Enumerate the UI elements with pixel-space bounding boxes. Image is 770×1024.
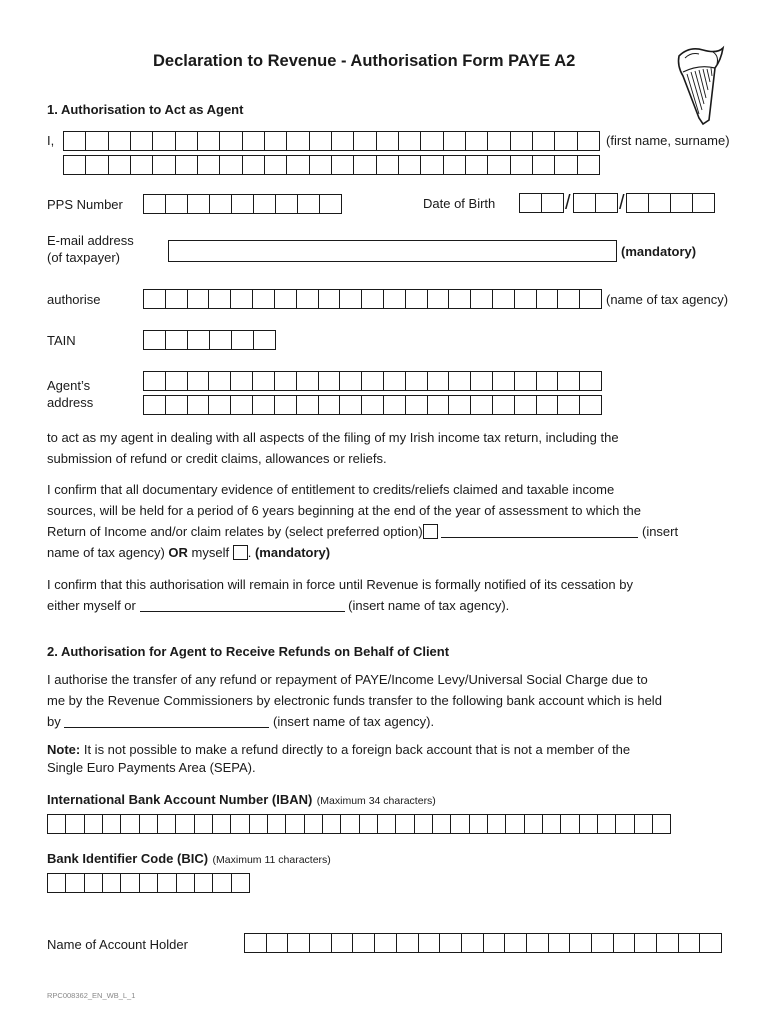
account-holder-boxes[interactable] bbox=[244, 933, 722, 953]
dob-label: Date of Birth bbox=[423, 196, 496, 211]
bic-label: Bank Identifier Code (BIC) (Maximum 11 characters) bbox=[47, 851, 331, 866]
iban-boxes[interactable] bbox=[47, 814, 671, 834]
email-mandatory: (mandatory) bbox=[621, 244, 697, 259]
section-2-heading: 2. Authorisation for Agent to Receive Refunds on Behalf of Client bbox=[47, 644, 450, 659]
i-label: I, bbox=[47, 133, 55, 148]
validity-paragraph: I confirm that this authorisation will remain in force until Revenue is formally notified of its cessation by either myself or (insert name of tax agency). bbox=[47, 577, 633, 613]
email-label-sub: (of taxpayer) bbox=[47, 250, 120, 265]
dob-month-boxes[interactable] bbox=[573, 193, 618, 213]
evidence-paragraph: I confirm that all documentary evidence of entitlement to credits/reliefs claimed and taxable income sources, will be held for a period of 6 years beginning at the end of the year of assessment to which the Return of Income and/or claim relates by (select preferred option) (insert name of tax agency) OR myself . (mandatory) bbox=[47, 482, 679, 560]
myself-option-checkbox[interactable] bbox=[233, 545, 248, 560]
agency-option-checkbox[interactable] bbox=[423, 524, 438, 539]
email-input[interactable] bbox=[168, 240, 617, 262]
account-holder-label: Name of Account Holder bbox=[47, 937, 188, 952]
tax-agency-boxes[interactable] bbox=[143, 289, 602, 309]
iban-label: International Bank Account Number (IBAN) (Maximum 34 characters) bbox=[47, 792, 436, 807]
section-1-heading: 1. Authorisation to Act as Agent bbox=[47, 102, 244, 117]
surname-boxes[interactable] bbox=[63, 155, 600, 175]
dob-day-boxes[interactable] bbox=[519, 193, 564, 213]
authorise-label: authorise bbox=[47, 292, 101, 307]
form-title: Declaration to Revenue - Authorisation Form PAYE A2 bbox=[153, 52, 576, 70]
bic-boxes[interactable] bbox=[47, 873, 250, 893]
pps-label: PPS Number bbox=[47, 197, 123, 212]
harp-emblem-icon bbox=[669, 42, 731, 126]
agent-address-label: Agent’s bbox=[47, 378, 91, 393]
sepa-note: Note: It is not possible to make a refund directly to a foreign back account that is not a member of the Single Euro Payments Area (SEPA). bbox=[47, 742, 631, 775]
tain-label: TAIN bbox=[47, 333, 76, 348]
date-separator: / bbox=[619, 192, 625, 214]
agency-name-line[interactable] bbox=[140, 610, 345, 612]
email-label: E-mail address bbox=[47, 233, 134, 248]
dob-year-boxes[interactable] bbox=[626, 193, 715, 213]
agency-hint: (name of tax agency) bbox=[606, 292, 729, 307]
name-hint: (first name, surname) bbox=[606, 133, 730, 148]
agent-address-line-2-boxes[interactable] bbox=[143, 395, 602, 415]
form-reference-code: RPC008362_EN_WB_L_1 bbox=[47, 991, 136, 1000]
agency-name-line[interactable] bbox=[441, 536, 638, 538]
agent-address-label-sub: address bbox=[47, 395, 94, 410]
agent-address-line-1-boxes[interactable] bbox=[143, 371, 602, 391]
first-name-boxes[interactable] bbox=[63, 131, 600, 151]
agent-scope-paragraph: to act as my agent in dealing with all aspects of the filing of my Irish income tax return, including the submission of refund or credit claims, allowances or reliefs. bbox=[47, 430, 619, 466]
tain-boxes[interactable] bbox=[143, 330, 276, 350]
agency-name-line[interactable] bbox=[64, 726, 269, 728]
pps-number-boxes[interactable] bbox=[143, 194, 342, 214]
date-separator: / bbox=[565, 192, 571, 214]
refund-transfer-paragraph: I authorise the transfer of any refund or repayment of PAYE/Income Levy/Universal Social Charge due to me by the Revenue Commissioners by electronic funds transfer to the following bank account which is held by (insert name of tax agency). bbox=[47, 672, 662, 729]
